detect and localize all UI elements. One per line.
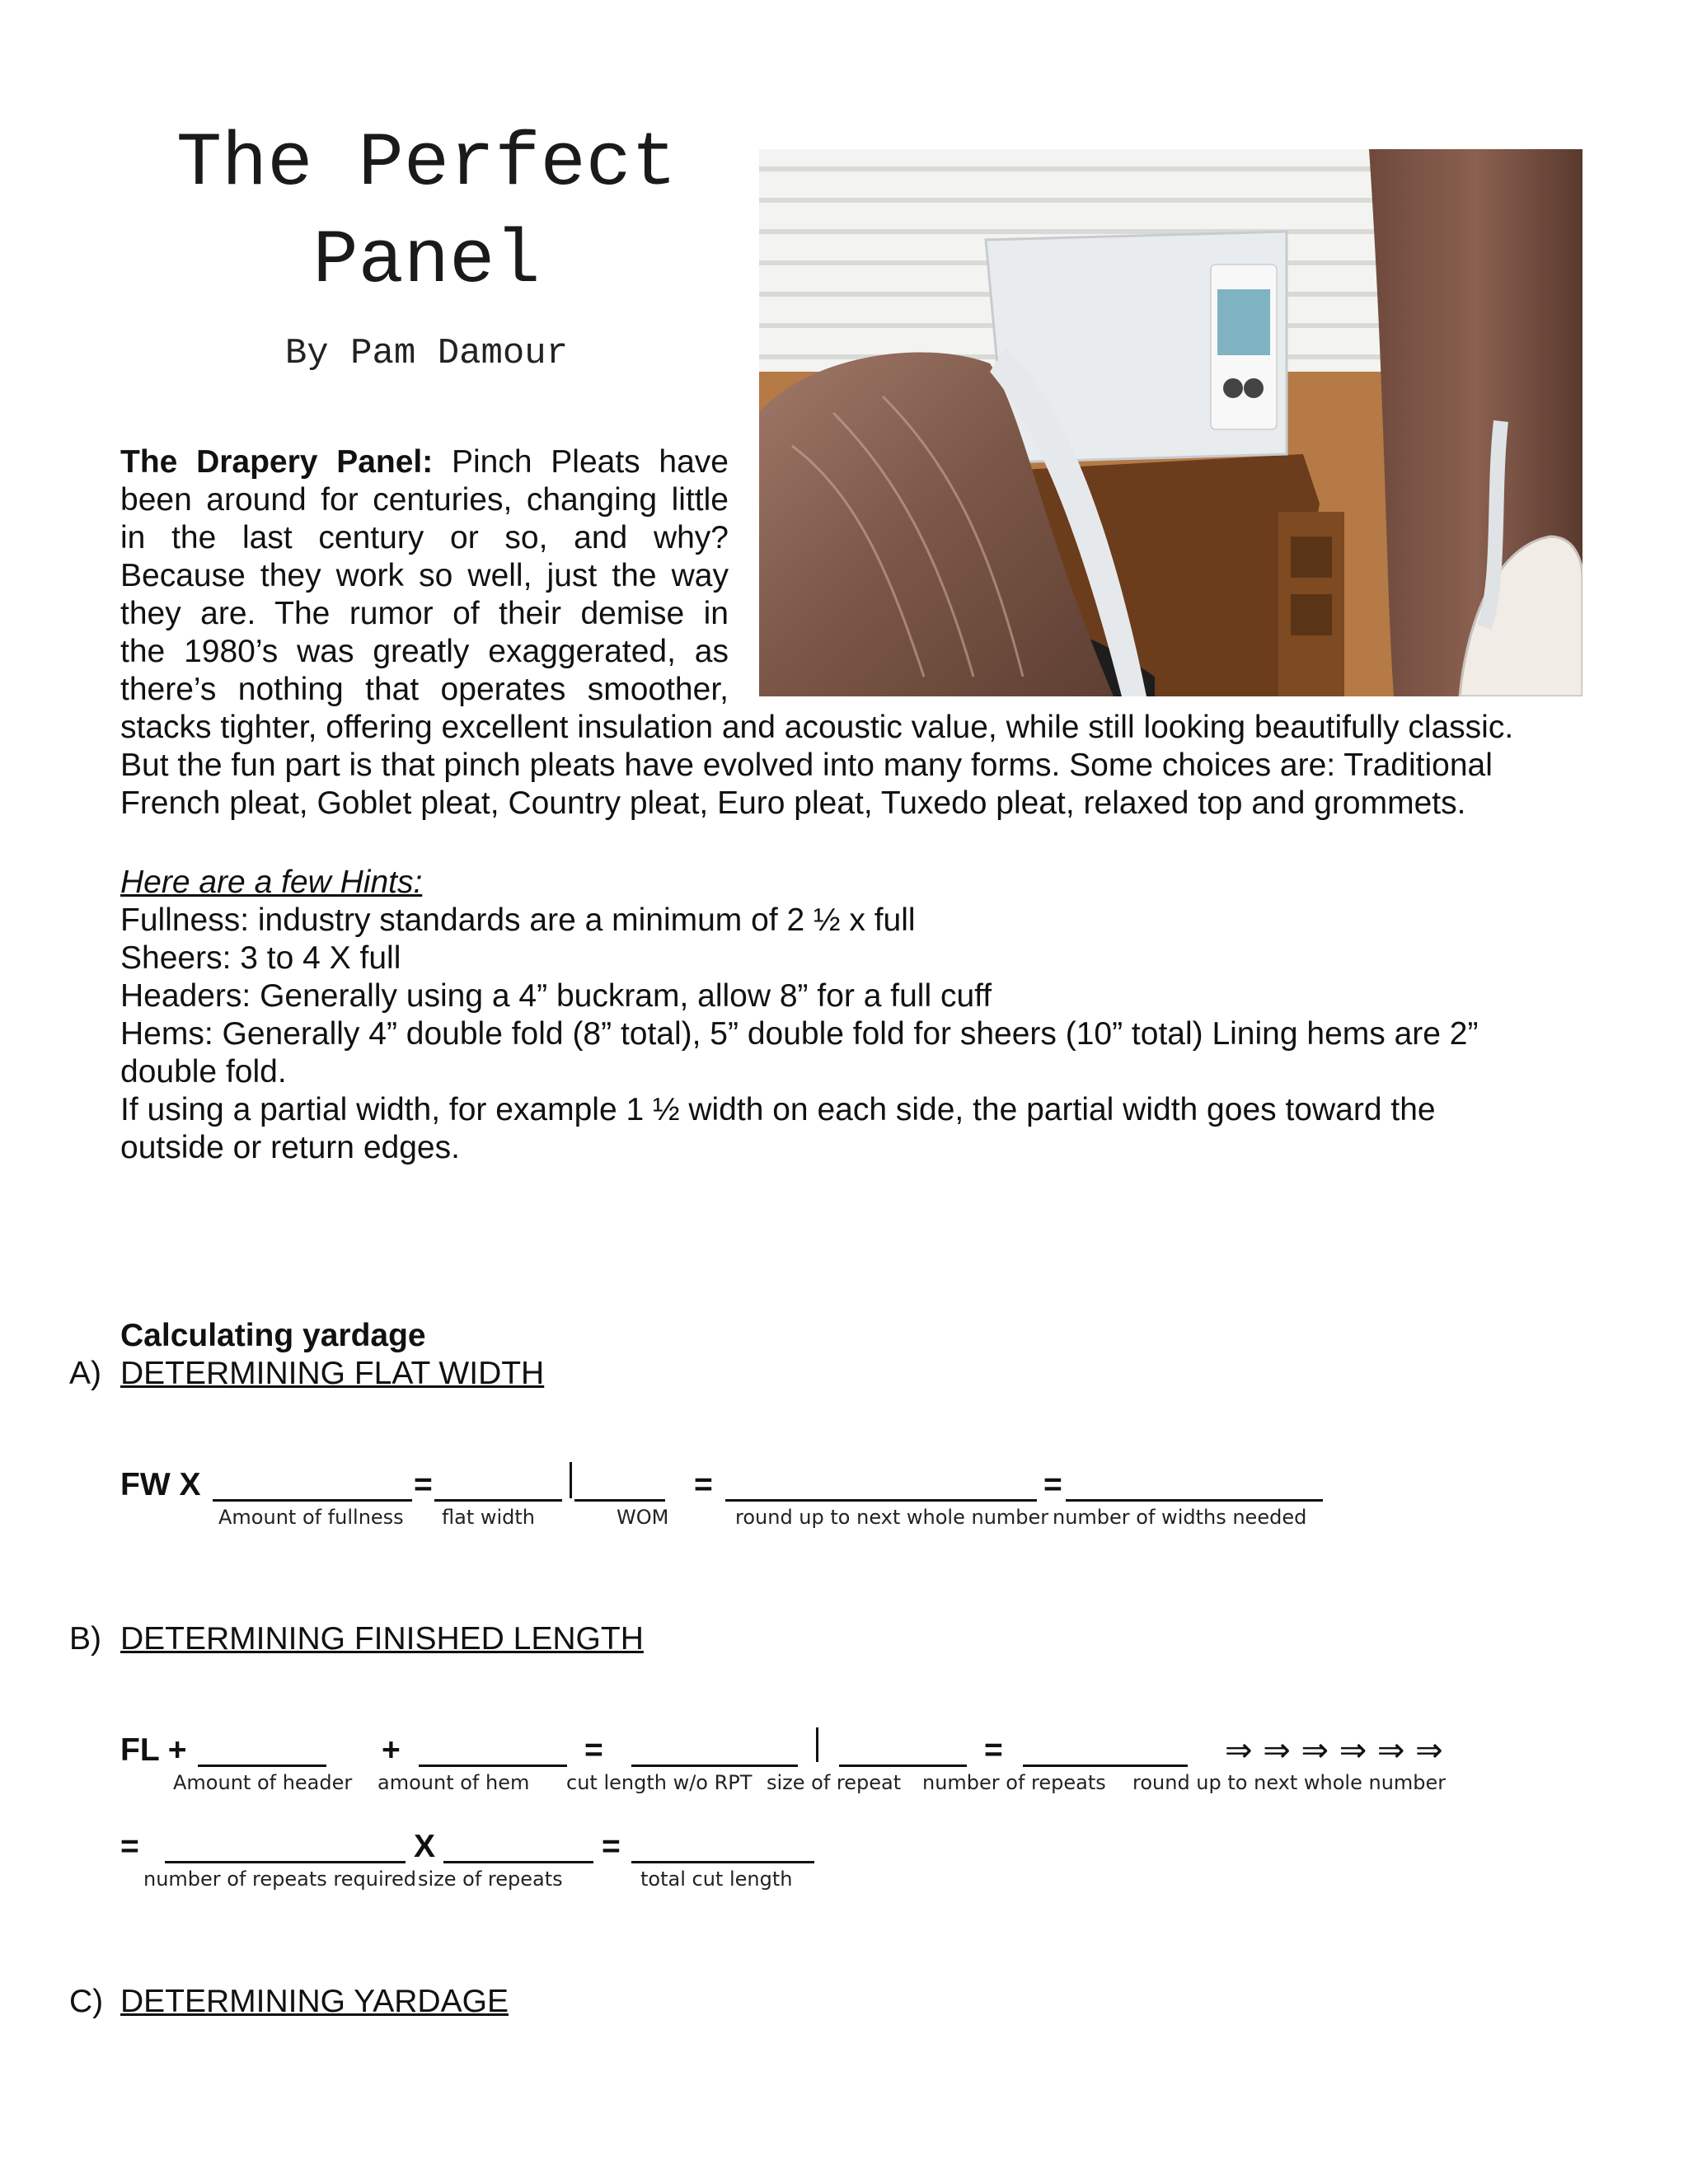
author-byline: By Pam Damour [284,333,569,374]
title-line-1: The Perfect [176,120,678,207]
hint-item: double fold. [120,1054,287,1090]
fullness-blank[interactable] [213,1499,412,1502]
equals-sign: = [584,1732,603,1768]
caption-size-of-repeats: size of repeats [418,1868,563,1891]
sewing-machine-photo [759,149,1582,696]
fw-prefix: FW X [120,1467,201,1502]
intro-line-4: Because they work so well, just the way [120,558,729,593]
machine-screen [1217,289,1270,355]
repeats-required-blank[interactable] [165,1861,406,1863]
header-blank[interactable] [198,1765,326,1767]
caption-amount-of-header: Amount of header [173,1771,353,1794]
divider-bar [570,1462,572,1498]
page-title [124,115,729,310]
intro-line-8: stacks tighter, offering excellent insulation and acoustic value, while still looking beautifully classic. [120,710,1514,745]
section-b-letter: B) [69,1621,101,1657]
hem-blank[interactable] [419,1765,567,1767]
repeats-blank[interactable] [1023,1765,1188,1767]
divider-bar [816,1727,818,1762]
caption-cut-length: cut length w/o RPT [566,1771,753,1794]
size-of-repeats-blank[interactable] [443,1861,593,1863]
intro-line-7: there’s nothing that operates smoother, [120,672,729,707]
caption-total-cut-length: total cut length [640,1868,793,1891]
equals-sign: = [1043,1467,1062,1502]
caption-wom: WOM [617,1506,669,1529]
intro-line-5: they are. The rumor of their demise in [120,596,729,631]
intro-line-10: French pleat, Goblet pleat, Country pleat, Euro pleat, Tuxedo pleat, relaxed top and grommets. [120,785,1466,821]
hint-item: Fullness: industry standards are a minimum of 2 ½ x full [120,902,916,938]
section-a-title: DETERMINING FLAT WIDTH [120,1356,545,1391]
equals-sign: = [414,1467,433,1502]
caption-round-up: round up to next whole number [1132,1771,1447,1794]
times-sign: X [414,1829,436,1864]
intro-line-2: been around for centuries, changing little [120,482,729,518]
intro-paragraph-full [120,709,1587,823]
repeat-size-blank[interactable] [839,1765,967,1767]
fl-prefix: FL + [120,1732,187,1768]
hints-title: Here are a few Hints: [120,865,423,900]
hint-item: Headers: Generally using a 4” buckram, allow 8” for a full cuff [120,978,992,1014]
caption-number-of-repeats: number of repeats [922,1771,1106,1794]
caption-repeats-required: number of repeats required [143,1868,416,1891]
hint-item: Hems: Generally 4” double fold (8” total), 5” double fold for sheers (10” total) Lining hems are 2” [120,1016,1479,1052]
equals-sign: = [120,1829,139,1864]
arrow-right-icon: ⇒ ⇒ ⇒ ⇒ ⇒ ⇒ [1225,1732,1443,1769]
title-line-2: Panel [312,218,541,304]
intro-line-6: the 1980’s was greatly exaggerated, as [120,634,729,669]
hint-item: Sheers: 3 to 4 X full [120,940,401,976]
caption-amount-of-hem: amount of hem [377,1771,530,1794]
section-a-letter: A) [69,1356,101,1391]
caption-size-of-repeat: size of repeat [767,1771,902,1794]
caption-flat-width: flat width [442,1506,536,1529]
hints-list [120,902,1587,1167]
flat-width-blank[interactable] [434,1499,562,1502]
section-b-title: DETERMINING FINISHED LENGTH [120,1621,644,1657]
wom-blank[interactable] [574,1499,665,1502]
intro-line-1: Pinch Pleats have [451,444,729,480]
equals-sign: = [984,1732,1003,1768]
plus-sign: + [382,1732,401,1768]
total-cut-length-blank[interactable] [631,1861,814,1863]
hint-item: If using a partial width, for example 1 ½ width on each side, the partial width goes toward the [120,1092,1436,1127]
caption-amount-of-fullness: Amount of fullness [218,1506,404,1529]
calc-heading: Calculating yardage [120,1318,426,1353]
section-c-title: DETERMINING YARDAGE [120,1984,509,2019]
caption-widths-needed: number of widths needed [1053,1506,1307,1529]
intro-line-3: in the last century or so, and why? [120,520,729,555]
round-up-blank[interactable] [725,1499,1037,1502]
intro-lead: The Drapery Panel: [120,444,434,480]
hint-item: outside or return edges. [120,1130,460,1165]
equals-sign: = [602,1829,621,1864]
caption-round-up: round up to next whole number [735,1506,1049,1529]
cut-length-blank[interactable] [631,1765,798,1767]
equals-sign: = [694,1467,713,1502]
intro-paragraph-wrapped [120,443,729,709]
widths-needed-blank[interactable] [1066,1499,1323,1502]
intro-line-9: But the fun part is that pinch pleats have evolved into many forms. Some choices are: Traditional [120,748,1493,783]
section-c-letter: C) [69,1984,104,2019]
